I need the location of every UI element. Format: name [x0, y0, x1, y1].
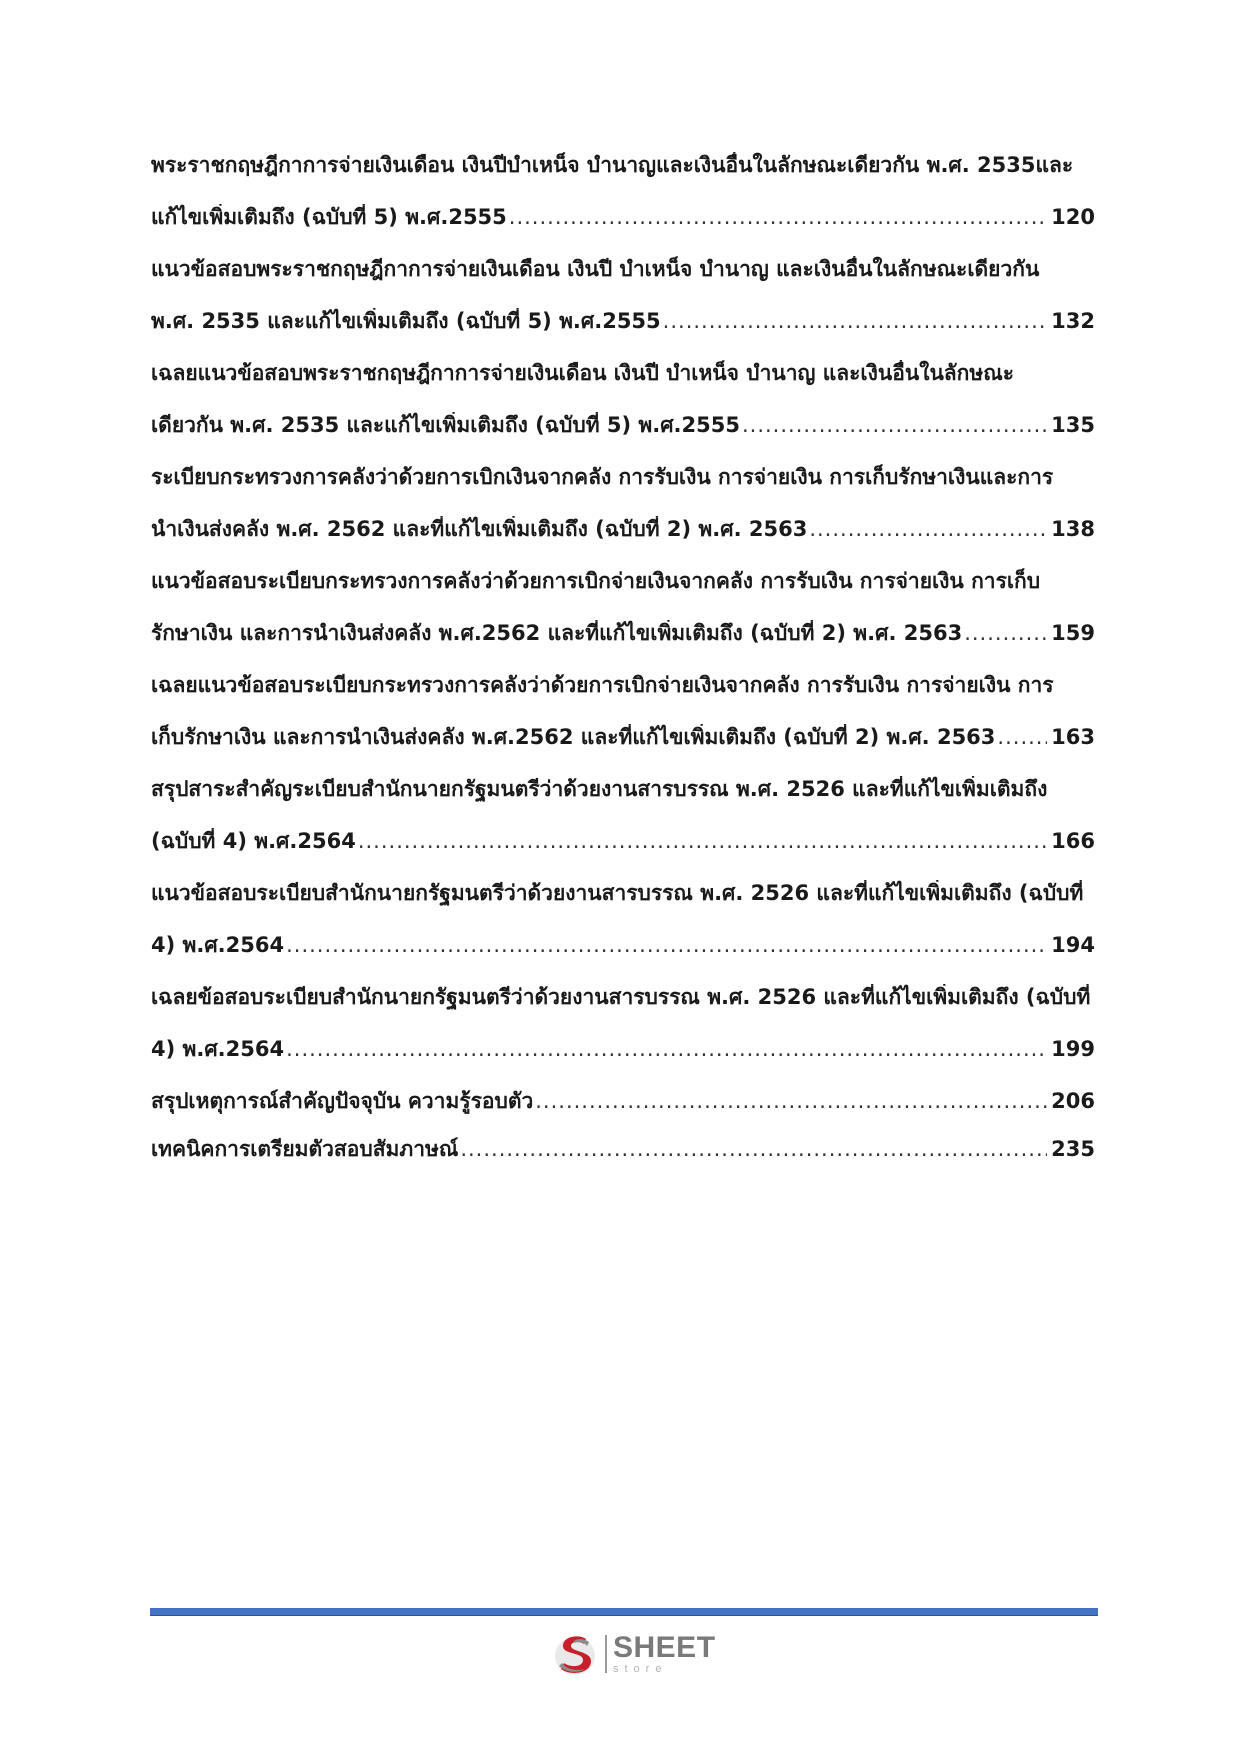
toc-entry-title-line: เก็บรักษาเงิน และการนำเงินส่งคลัง พ.ศ.2562 และที่แก้ไขเพิ่มเติมถึง (ฉบับที่ 2) พ.ศ. 2563: [151, 725, 996, 749]
toc-entry[interactable]: [151, 672, 1095, 750]
toc-entry-title-line: เฉลยแนวข้อสอบระเบียบกระทรวงการคลังว่าด้วยการเบิกจ่ายเงินจากคลัง การรับเงิน การจ่ายเงิน การ: [151, 673, 1054, 697]
toc-entry-title-line: เฉลยข้อสอบระเบียบสำนักนายกรัฐมนตรีว่าด้วยงานสารบรรณ พ.ศ. 2526 และที่แก้ไขเพิ่มเติมถึง (ฉบับที่: [151, 985, 1091, 1009]
dot-leader: [286, 932, 1047, 958]
dot-leader: [742, 412, 1047, 438]
toc-entry-title-line: แนวข้อสอบระเบียบกระทรวงการคลังว่าด้วยการเบิกจ่ายเงินจากคลัง การรับเงิน การจ่ายเงิน การเก็บ: [151, 569, 1041, 593]
toc-entry-last-line: [151, 828, 1095, 854]
toc-page-number: 235: [1051, 1137, 1095, 1161]
toc-entry-title-line: เฉลยแนวข้อสอบพระราชกฤษฎีกาการจ่ายเงินเดือน เงินปี บำเหน็จ บำนาญ และเงินอื่นในลักษณะ: [151, 361, 1014, 385]
sheet-store-logo: [553, 1628, 723, 1680]
toc-page-number: 163: [1051, 725, 1095, 749]
toc-entry-title-line: พระราชกฤษฎีกาการจ่ายเงินเดือน เงินปีบำเหน็จ บำนาญและเงินอื่นในลักษณะเดียวกัน พ.ศ. 2535และ: [151, 153, 1074, 177]
toc-entry-last-line: [151, 516, 1095, 542]
dot-leader: [997, 724, 1047, 750]
toc-page-number: 132: [1051, 309, 1095, 333]
toc-entry-last-line: [151, 1088, 1095, 1114]
toc-entry-title-line: 4) พ.ศ.2564: [151, 1037, 285, 1061]
toc-entry-title-line: นำเงินส่งคลัง พ.ศ. 2562 และที่แก้ไขเพิ่มเติมถึง (ฉบับที่ 2) พ.ศ. 2563: [151, 517, 808, 541]
toc-entry-last-line: [151, 412, 1095, 438]
logo-separator: [605, 1635, 607, 1673]
toc-entry[interactable]: [151, 776, 1095, 854]
toc-entry[interactable]: [151, 464, 1095, 542]
dot-leader: [460, 1136, 1047, 1162]
toc-entry[interactable]: [151, 256, 1095, 334]
logo-word: SHEET: [613, 1631, 716, 1664]
sheet-store-s-logo-icon: [553, 1630, 599, 1678]
dot-leader: [964, 620, 1047, 646]
toc-entry[interactable]: [151, 360, 1095, 438]
toc-entry[interactable]: [151, 1136, 1095, 1162]
toc-page-number: 120: [1051, 205, 1095, 229]
toc-page-number: 135: [1051, 413, 1095, 437]
footer-rule: [150, 1608, 1098, 1616]
toc-entry-last-line: [151, 308, 1095, 334]
toc-entry-title-line: แนวข้อสอบระเบียบสำนักนายกรัฐมนตรีว่าด้วยงานสารบรรณ พ.ศ. 2526 และที่แก้ไขเพิ่มเติมถึง (ฉบับที่: [151, 881, 1084, 905]
dot-leader: [663, 308, 1047, 334]
toc-entry-title-line: พ.ศ. 2535 และแก้ไขเพิ่มเติมถึง (ฉบับที่ 5) พ.ศ.2555: [151, 309, 661, 333]
toc-entry-title-line: เดียวกัน พ.ศ. 2535 และแก้ไขเพิ่มเติมถึง (ฉบับที่ 5) พ.ศ.2555: [151, 413, 740, 437]
toc-page-number: 166: [1051, 829, 1095, 853]
toc-entry-title-line: ระเบียบกระทรวงการคลังว่าด้วยการเบิกเงินจากคลัง การรับเงิน การจ่ายเงิน การเก็บรักษาเงินและการ: [151, 465, 1054, 489]
toc-page-number: 138: [1051, 517, 1095, 541]
toc-page-number: 194: [1051, 933, 1095, 957]
toc-page-number: 159: [1051, 621, 1095, 645]
toc-entry[interactable]: [151, 568, 1095, 646]
dot-leader: [535, 1088, 1047, 1114]
toc-entry-last-line: [151, 1036, 1095, 1062]
toc-entry-title-line: 4) พ.ศ.2564: [151, 933, 285, 957]
dot-leader: [509, 204, 1047, 230]
toc-page-number: 206: [1051, 1089, 1095, 1113]
dot-leader: [286, 1036, 1047, 1062]
toc-entry-last-line: [151, 620, 1095, 646]
dot-leader: [809, 516, 1047, 542]
toc-entry-title-line: สรุปสาระสำคัญระเบียบสำนักนายกรัฐมนตรีว่าด้วยงานสารบรรณ พ.ศ. 2526 และที่แก้ไขเพิ่มเติมถึง: [151, 777, 1048, 801]
toc-page-number: 199: [1051, 1037, 1095, 1061]
logo-text: [613, 1633, 716, 1675]
toc-entry-title-line: เทคนิคการเตรียมตัวสอบสัมภาษณ์: [151, 1137, 459, 1161]
toc-entry-title-line: แนวข้อสอบพระราชกฤษฎีกาการจ่ายเงินเดือน เงินปี บำเหน็จ บำนาญ และเงินอื่นในลักษณะเดียวกัน: [151, 257, 1040, 281]
table-of-contents: [151, 152, 1095, 1184]
toc-entry-title-line: รักษาเงิน และการนำเงินส่งคลัง พ.ศ.2562 และที่แก้ไขเพิ่มเติมถึง (ฉบับที่ 2) พ.ศ. 2563: [151, 621, 963, 645]
toc-entry-title-line: สรุปเหตุการณ์สำคัญปัจจุบัน ความรู้รอบตัว: [151, 1089, 534, 1113]
toc-entry-last-line: [151, 932, 1095, 958]
toc-entry-title-line: (ฉบับที่ 4) พ.ศ.2564: [151, 829, 356, 853]
toc-entry-last-line: [151, 724, 1095, 750]
toc-entry-last-line: [151, 204, 1095, 230]
toc-entry[interactable]: [151, 984, 1095, 1062]
logo-subtitle: store: [613, 1663, 668, 1675]
toc-entry[interactable]: [151, 880, 1095, 958]
toc-entry[interactable]: [151, 152, 1095, 230]
toc-entry-last-line: [151, 1136, 1095, 1162]
toc-entry-title-line: แก้ไขเพิ่มเติมถึง (ฉบับที่ 5) พ.ศ.2555: [151, 205, 507, 229]
toc-entry[interactable]: [151, 1088, 1095, 1114]
dot-leader: [358, 828, 1047, 854]
